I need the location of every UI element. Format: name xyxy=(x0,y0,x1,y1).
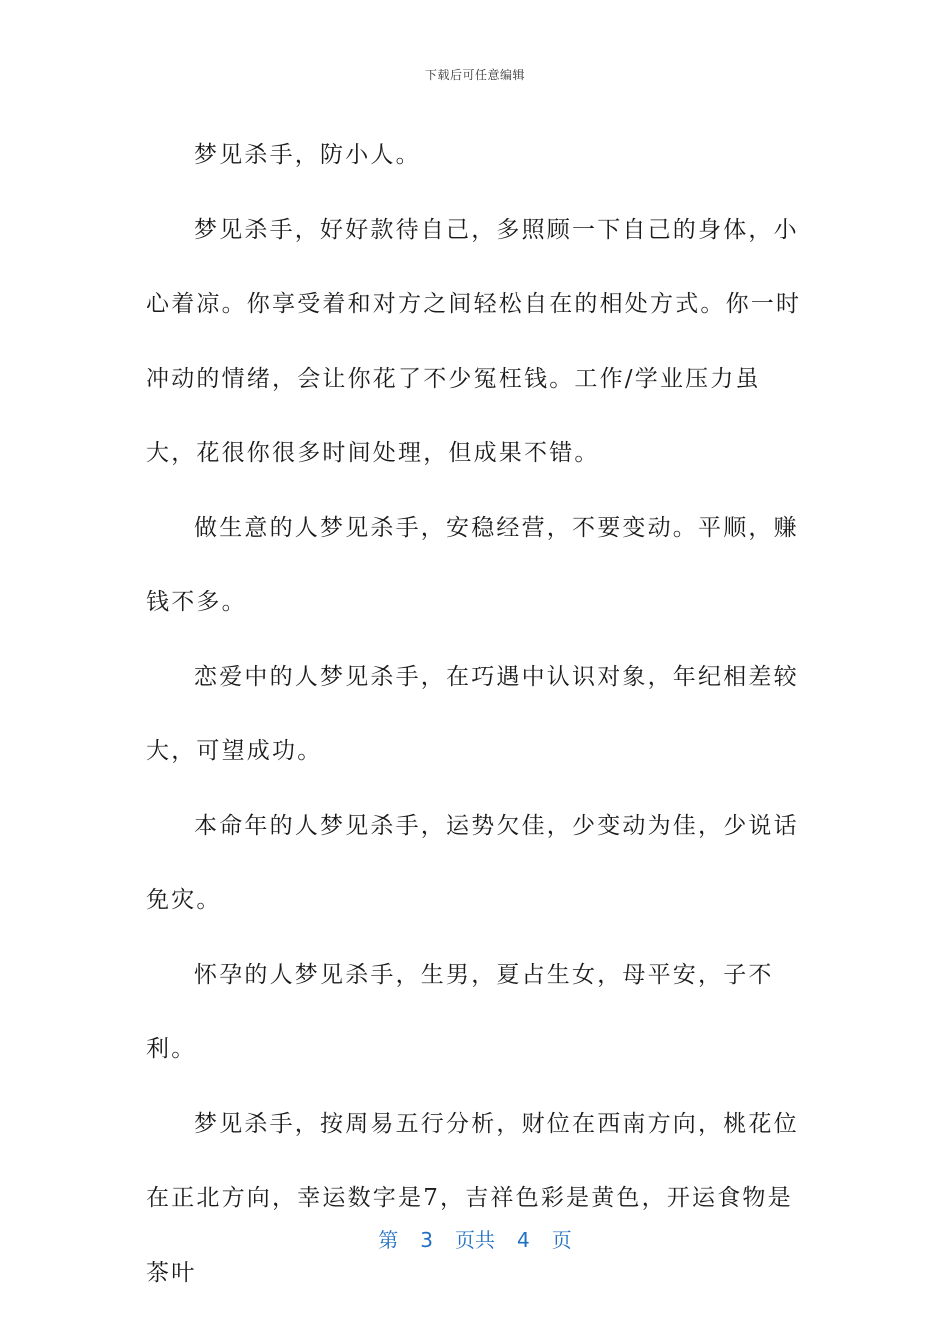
page-footer xyxy=(0,1224,950,1253)
document-body xyxy=(146,118,806,1310)
page-header-note: 下载后可任意编辑 xyxy=(424,68,525,82)
paragraph-5: 本命年的人梦见杀手，运势欠佳，少变动为佳，少说话免灾。 xyxy=(146,812,799,913)
paragraph-6: 怀孕的人梦见杀手，生男，夏占生女，母平安，子不利。 xyxy=(146,961,774,1062)
paragraph-1: 梦见杀手，防小人。 xyxy=(194,142,421,168)
footer-label-page: 第 xyxy=(378,1228,399,1252)
paragraph-2: 梦见杀手，好好款待自己，多照顾一下自己的身体，小心着凉。你享受着和对方之间轻松自在的相处方式。你一时冲动的情绪，会让你花了不少冤枉钱。工作/学业压力虽大，花很你很多时间处理，但成果不错。 xyxy=(146,216,802,466)
paragraph-3: 做生意的人梦见杀手，安稳经营，不要变动。平顺，赚钱不多。 xyxy=(146,514,799,615)
footer-total-pages: 4 xyxy=(517,1228,530,1252)
footer-label-end: 页 xyxy=(551,1228,572,1252)
paragraph-4: 恋爱中的人梦见杀手，在巧遇中认识对象，年纪相差较大，可望成功。 xyxy=(146,663,799,764)
paragraph-7: 梦见杀手，按周易五行分析，财位在西南方向，桃花位在正北方向，幸运数字是7，吉祥色彩是黄色，开运食物是茶叶 xyxy=(146,1110,799,1286)
footer-current-page: 3 xyxy=(420,1228,433,1252)
footer-label-mid: 页共 xyxy=(455,1228,495,1252)
